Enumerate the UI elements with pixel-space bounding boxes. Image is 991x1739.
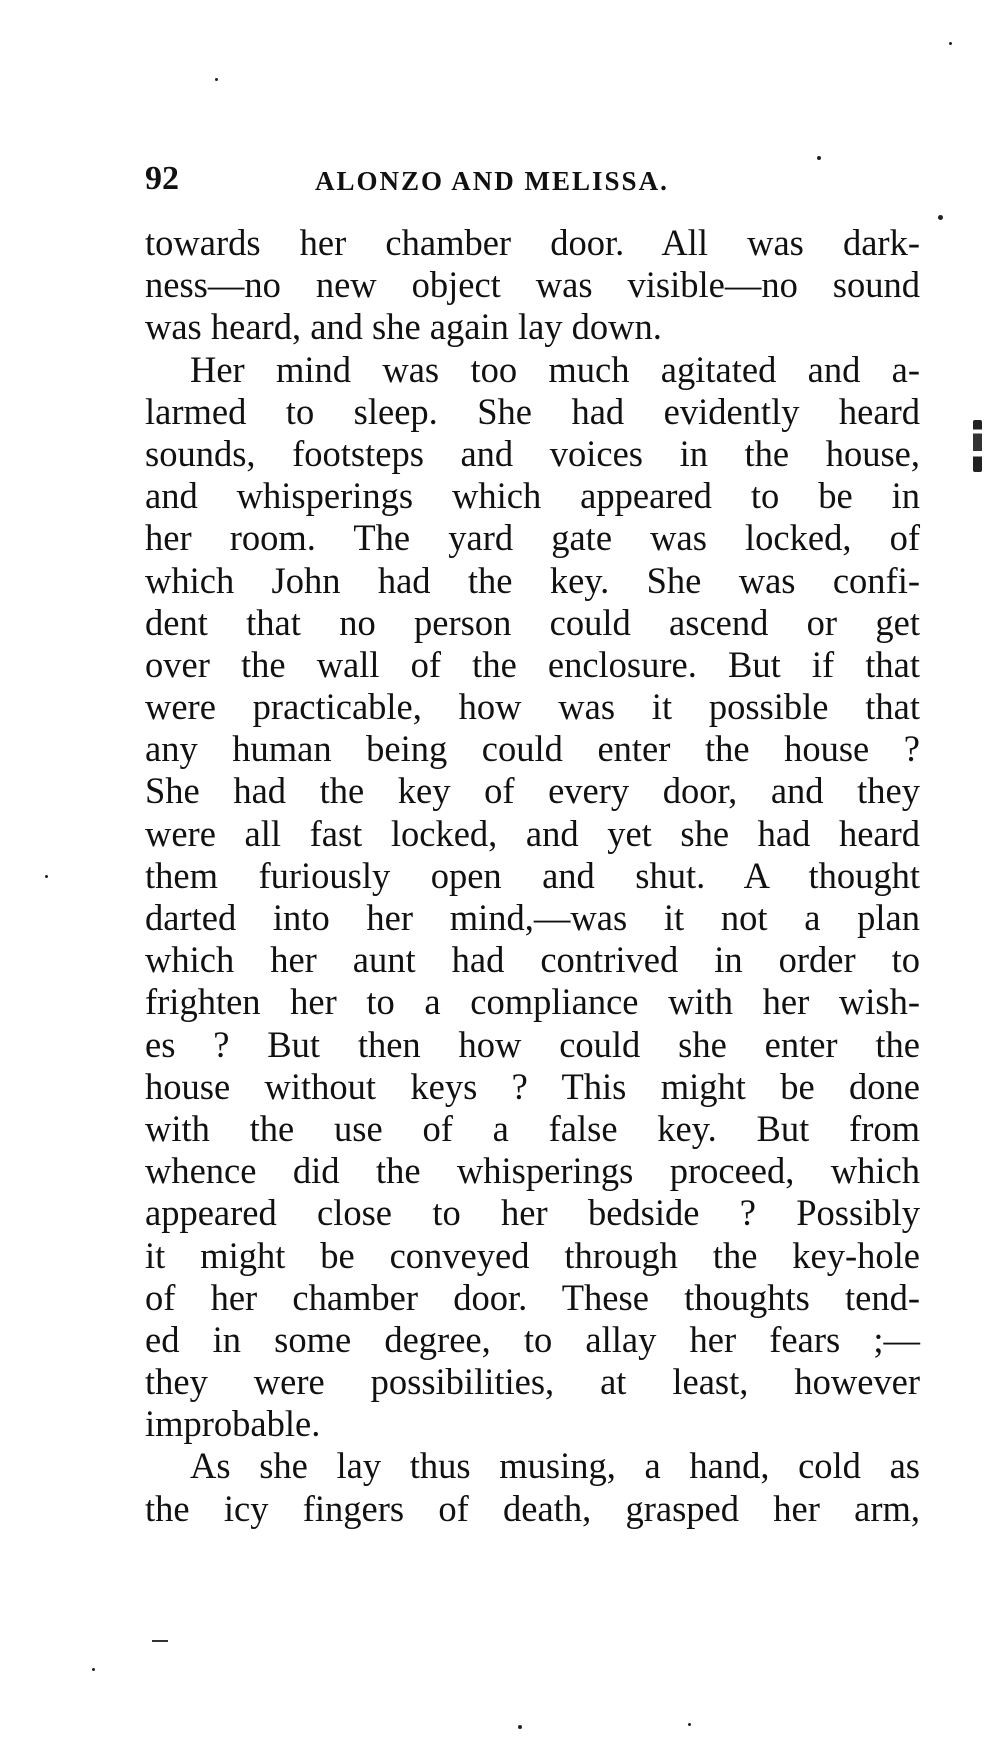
text-line: As she lay thus musing, a hand, cold as (190, 1445, 920, 1487)
margin-mark (973, 420, 982, 472)
text-line: Her mind was too much agitated and a- (190, 348, 920, 390)
scan-speck (688, 1723, 691, 1726)
text-line: which John had the key. She was confi- (145, 559, 920, 601)
text-line: whence did the whisperings proceed, which (145, 1150, 920, 1192)
text-line: were all fast locked, and yet she had heard (145, 812, 920, 854)
running-title: ALONZO AND MELISSA. (315, 166, 669, 196)
scan-speck (938, 215, 943, 220)
text-line: house without keys ? This might be done (145, 1065, 920, 1107)
text-line: they were possibilities, at least, however (145, 1361, 920, 1403)
text-line: improbable. (145, 1403, 321, 1445)
text-line: She had the key of every door, and they (145, 770, 920, 812)
text-line: sounds, footsteps and voices in the house, (145, 432, 920, 474)
text-line: were practicable, how was it possible that (145, 686, 920, 728)
paragraph (145, 349, 920, 1446)
text-line: of her chamber door. These thoughts tend- (145, 1276, 920, 1318)
text-line: dent that no person could ascend or get (145, 601, 920, 643)
text-line: which her aunt had contrived in order to (145, 939, 920, 981)
scan-speck (45, 875, 48, 878)
text-line: over the wall of the enclosure. But if that (145, 643, 920, 685)
text-line: darted into her mind,—was it not a plan (145, 897, 920, 938)
scan-speck (215, 78, 218, 81)
text-line: it might be conveyed through the key-hole (145, 1234, 920, 1276)
paragraph (145, 1445, 920, 1529)
text-line: appeared close to her bedside ? Possibly (145, 1192, 920, 1234)
text-line: ed in some degree, to allay her fears ;— (145, 1318, 920, 1360)
text-line: her room. The yard gate was locked, of (145, 517, 920, 559)
page-number: 92 (145, 160, 179, 197)
scan-speck (817, 156, 821, 160)
text-line: frighten her to a compliance with her wish- (145, 981, 920, 1023)
paragraph (145, 222, 920, 349)
text-line: and whisperings which appeared to be in (145, 475, 920, 517)
text-line: any human being could enter the house ? (145, 728, 920, 770)
scan-speck (92, 1668, 95, 1671)
page-header (145, 160, 925, 210)
scan-speck (518, 1725, 522, 1729)
text-line: towards her chamber door. All was dark- (145, 222, 920, 263)
text-line: es ? But then how could she enter the (145, 1023, 920, 1065)
text-line: larmed to sleep. She had evidently heard (145, 390, 920, 432)
text-line: with the use of a false key. But from (145, 1107, 920, 1149)
text-line: the icy fingers of death, grasped her arm, (145, 1487, 920, 1529)
text-line: ness—no new object was visible—no sound (145, 264, 920, 306)
body-text (145, 222, 920, 1530)
text-line: was heard, and she again lay down. (145, 306, 662, 348)
text-line: them furiously open and shut. A thought (145, 854, 920, 896)
scan-speck (949, 42, 952, 45)
dash-mark (152, 1640, 168, 1642)
